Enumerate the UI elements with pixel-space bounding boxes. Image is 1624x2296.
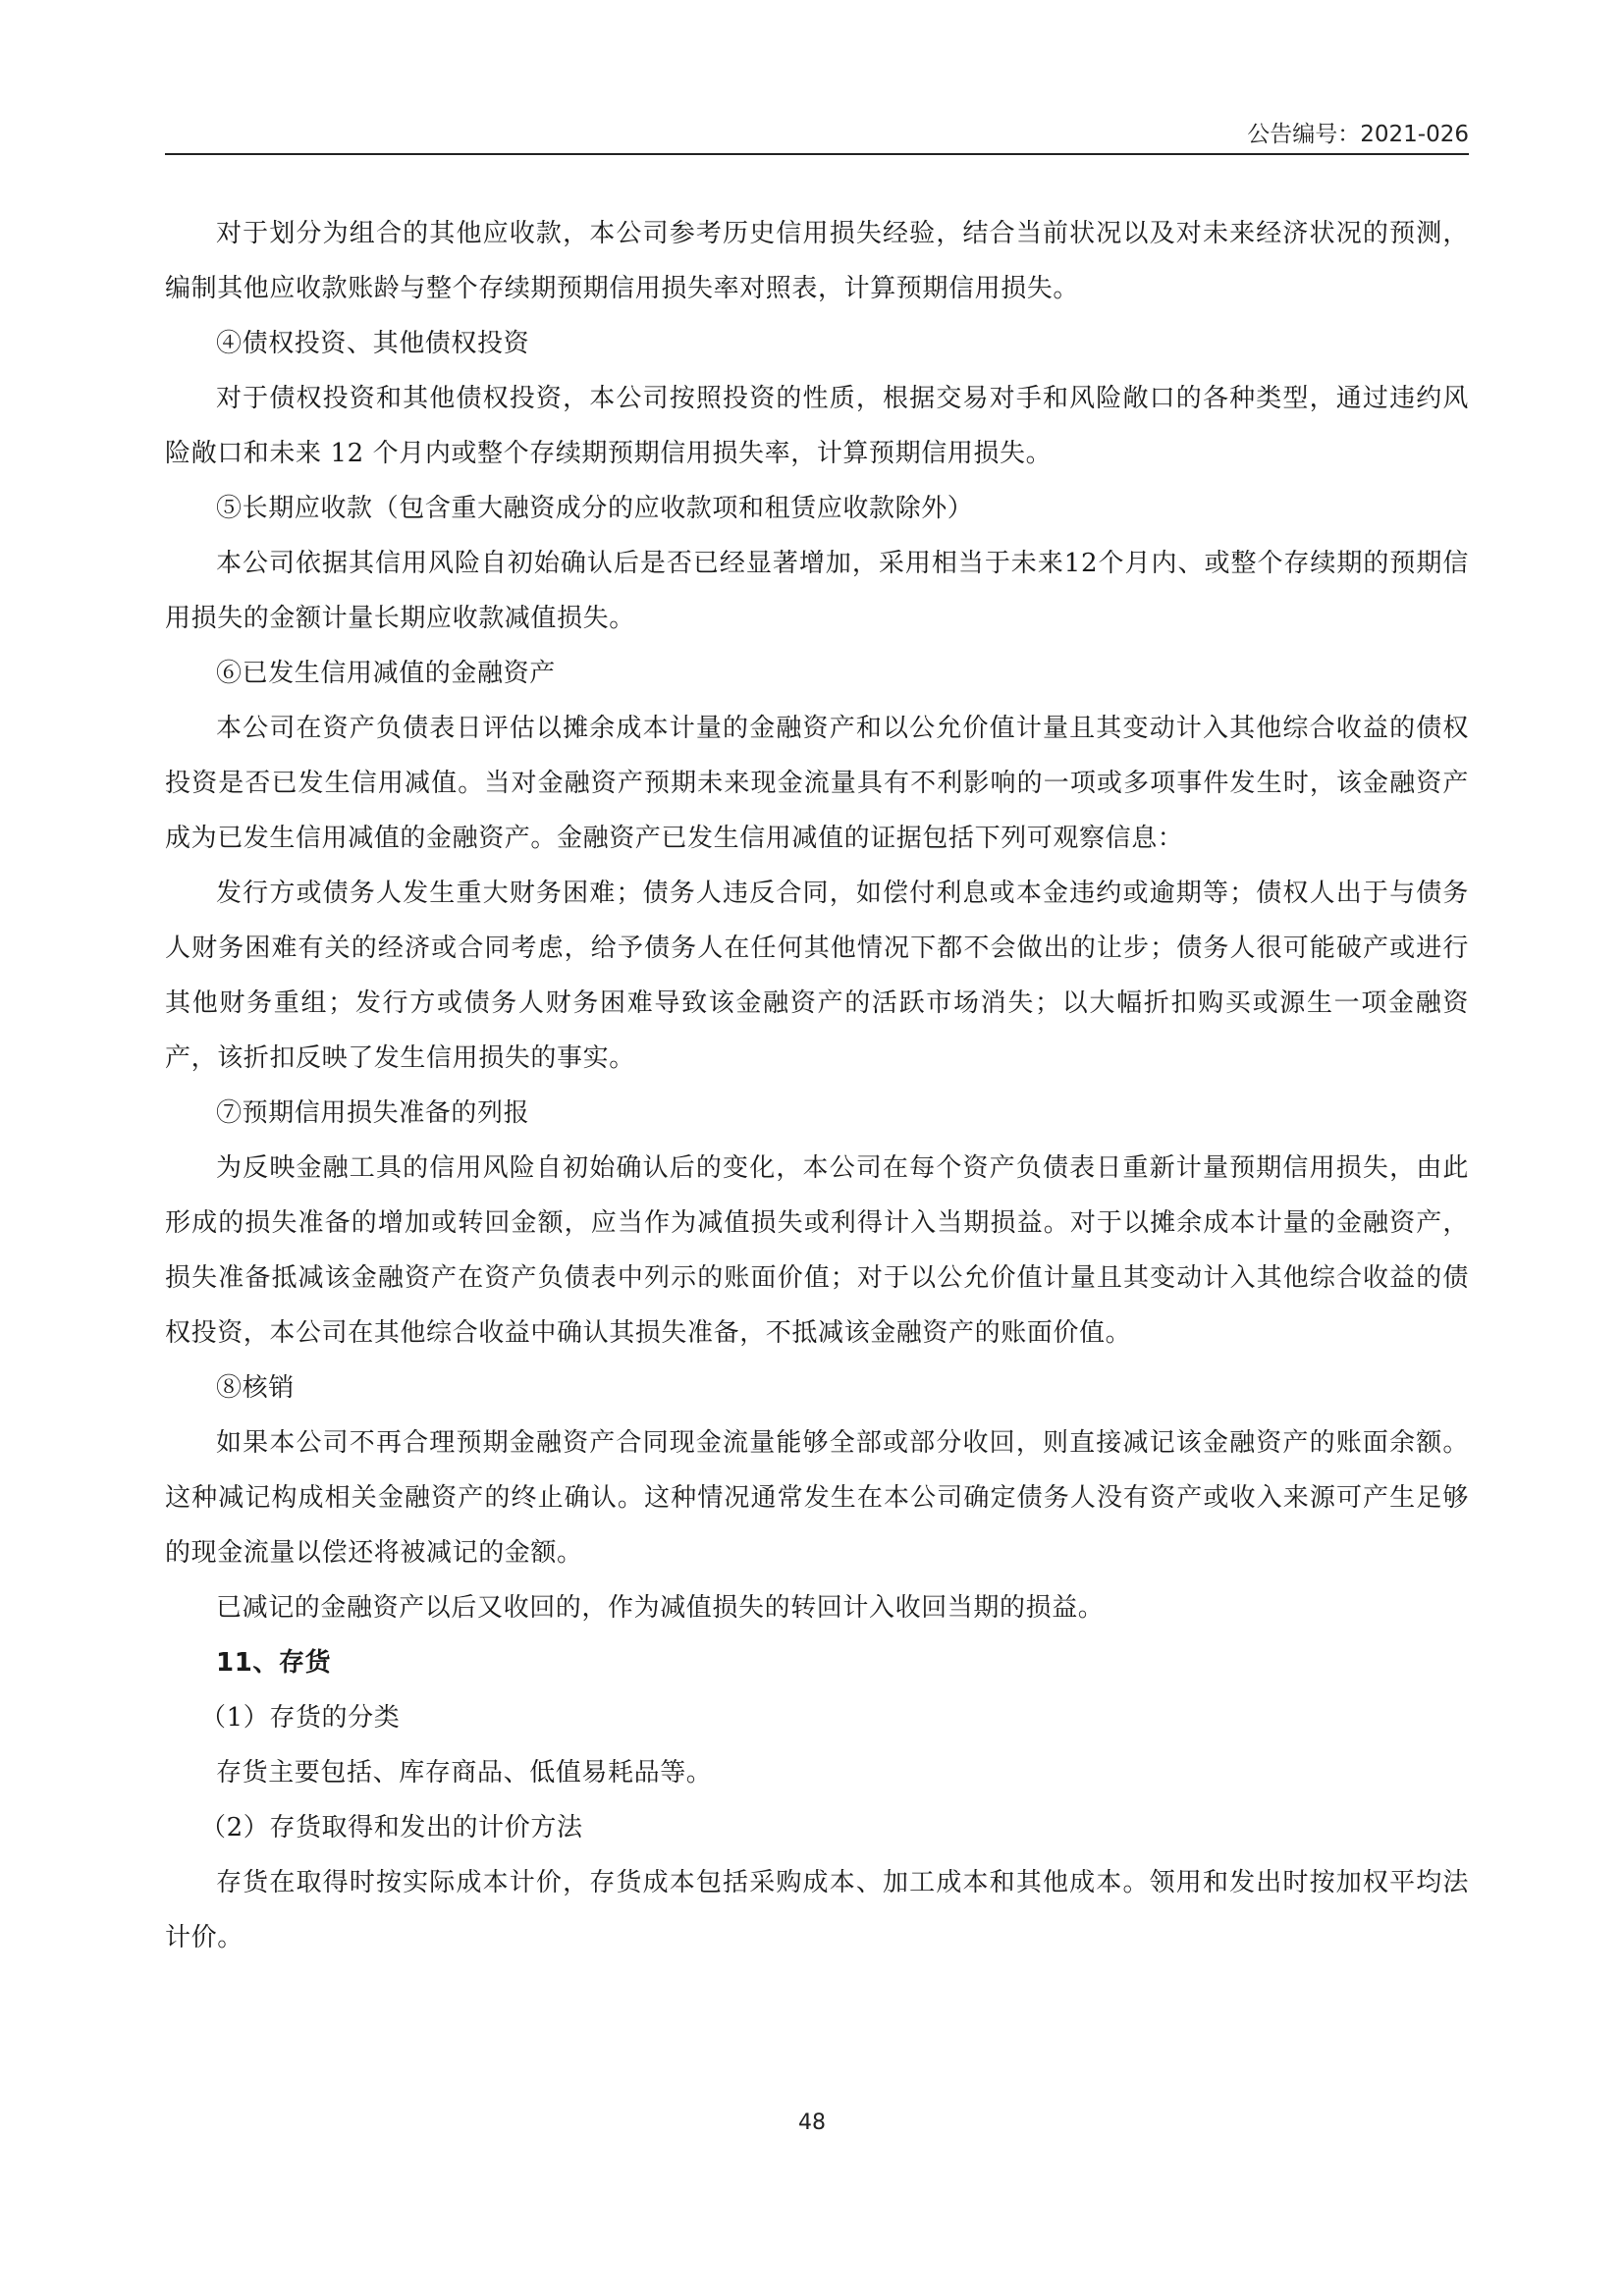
paragraph: 存货在取得时按实际成本计价，存货成本包括采购成本、加工成本和其他成本。领用和发出时按加权平均法计价。 bbox=[165, 1868, 1469, 1952]
section-heading: ⑤长期应收款（包含重大融资成分的应收款项和租赁应收款除外） bbox=[216, 494, 974, 523]
paragraph: 发行方或债务人发生重大财务困难；债务人违反合同，如偿付利息或本金违约或逾期等；债权人出于与债务人财务困难有关的经济或合同考虑，给予债务人在任何其他情况下都不会做出的让步；债务人很可能破产或进行其他财务重组；发行方或债务人财务困难导致该金融资产的活跃市场消失；以大幅折扣购买或源生一项金融资产，该折扣反映了发生信用损失的事实。 bbox=[165, 879, 1469, 1073]
page-header bbox=[165, 116, 1469, 155]
section-heading: ⑥已发生信用减值的金融资产 bbox=[216, 659, 556, 688]
paragraph: 本公司依据其信用风险自初始确认后是否已经显著增加，采用相当于未来12个月内、或整个存续期的预期信用损失的金额计量长期应收款减值损失。 bbox=[165, 549, 1469, 633]
section-heading: ④债权投资、其他债权投资 bbox=[216, 329, 530, 358]
paragraph: 已减记的金融资产以后又收回的，作为减值损失的转回计入收回当期的损益。 bbox=[216, 1593, 1105, 1623]
page-number: 48 bbox=[798, 2110, 826, 2135]
chapter-heading: 11、存货 bbox=[216, 1648, 332, 1678]
document-body bbox=[165, 206, 1469, 1965]
paragraph: 如果本公司不再合理预期金融资产合同现金流量能够全部或部分收回，则直接减记该金融资产的账面余额。这种减记构成相关金融资产的终止确认。这种情况通常发生在本公司确定债务人没有资产或收入来源可产生足够的现金流量以偿还将被减记的金额。 bbox=[165, 1428, 1469, 1568]
section-heading: ⑧核销 bbox=[216, 1373, 295, 1403]
paragraph: 本公司在资产负债表日评估以摊余成本计量的金融资产和以公允价值计量且其变动计入其他综合收益的债权投资是否已发生信用减值。当对金融资产预期未来现金流量具有不利影响的一项或多项事件发生时，该金融资产成为已发生信用减值的金融资产。金融资产已发生信用减值的证据包括下列可观察信息： bbox=[165, 714, 1469, 853]
paragraph: 存货主要包括、库存商品、低值易耗品等。 bbox=[216, 1758, 713, 1788]
section-heading: ⑦预期信用损失准备的列报 bbox=[216, 1098, 530, 1128]
header-divider bbox=[165, 153, 1469, 155]
paragraph: 对于债权投资和其他债权投资，本公司按照投资的性质，根据交易对手和风险敞口的各种类型，通过违约风险敞口和未来 12 个月内或整个存续期预期信用损失率，计算预期信用损失。 bbox=[165, 384, 1469, 468]
subsection-heading: （2）存货取得和发出的计价方法 bbox=[200, 1813, 583, 1842]
subsection-heading: （1）存货的分类 bbox=[200, 1703, 401, 1733]
paragraph: 对于划分为组合的其他应收款，本公司参考历史信用损失经验，结合当前状况以及对未来经济状况的预测，编制其他应收款账龄与整个存续期预期信用损失率对照表，计算预期信用损失。 bbox=[165, 219, 1469, 303]
announcement-number: 公告编号：2021-026 bbox=[1247, 122, 1469, 147]
paragraph: 为反映金融工具的信用风险自初始确认后的变化，本公司在每个资产负债表日重新计量预期信用损失，由此形成的损失准备的增加或转回金额，应当作为减值损失或利得计入当期损益。对于以摊余成本计量的金融资产，损失准备抵减该金融资产在资产负债表中列示的账面价值；对于以公允价值计量且其变动计入其他综合收益的债权投资，本公司在其他综合收益中确认其损失准备，不抵减该金融资产的账面价值。 bbox=[165, 1153, 1469, 1348]
